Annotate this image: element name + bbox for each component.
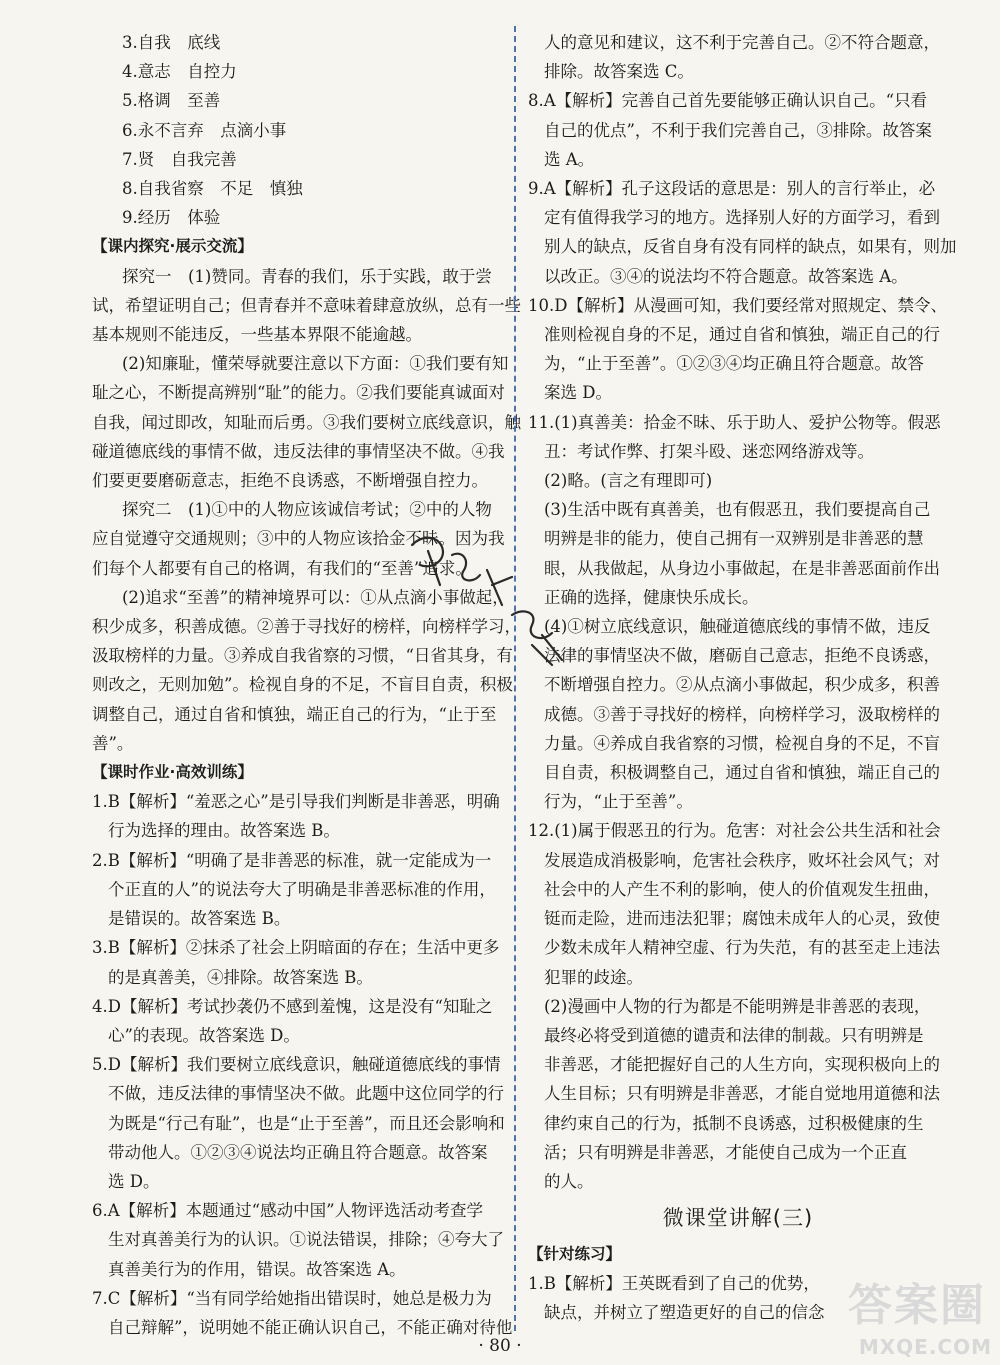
text-line: 带动他人。①②③④说法均正确且符合题意。故答案 [108, 1142, 488, 1162]
right-column [528, 28, 957, 1196]
text-line: 行为，“止于至善”。 [544, 792, 693, 812]
text-line: 别人的缺点，反省自身有没有同样的缺点，如果有，则加 [544, 237, 957, 257]
watermark-logo: 答案圈 [848, 1280, 986, 1331]
text-line: 们要更要磨砺意志，拒绝不良诱惑，不断增强自控力。 [92, 471, 488, 491]
text-line: 积少成多，积善成德。②善于寻找好的榜样，向榜样学习， [92, 617, 521, 637]
text-line: 【针对练习】 [528, 1245, 622, 1263]
text-line: 3.B【解析】②抹杀了社会上阴暗面的存在；生活中更多 [92, 938, 500, 958]
text-line: 明辨是非的能力，使自己拥有一双辨别是非善恶的慧 [544, 529, 924, 549]
page-number: · 80 · [478, 1336, 522, 1356]
watermark-url: MXQE.COM [858, 1335, 992, 1359]
text-line: 调整自己，通过自省和慎独，端正自己的行为，“止于至 [92, 704, 497, 724]
text-line: (2)知廉耻，懂荣辱就要注意以下方面：①我们要有知 [122, 354, 509, 374]
text-line: 6.永不言弃 点滴小事 [122, 120, 287, 140]
text-line: 自我，闻过即改，知耻而后勇。③我们要树立底线意识，触 [92, 412, 521, 432]
text-line: 汲取榜样的力量。③养成自我省察的习惯，“日省其身，有 [92, 646, 513, 666]
text-line: 耻之心，不断提高辨别“耻”的能力。②我们要能真诚面对 [92, 383, 505, 403]
text-line: 4.D【解析】考试抄袭仍不感到羞愧，这是没有“知耻之 [92, 996, 493, 1016]
text-line: 8.自我省察 不足 慎独 [122, 179, 303, 199]
text-line: 人生目标；只有明辨是非善恶，才能自觉地用道德和法 [544, 1084, 940, 1104]
text-line: 探究二 (1)①中的人物应该诚信考试；②中的人物 [122, 500, 492, 520]
text-line: 案选 D。 [544, 383, 612, 403]
text-line: 2.B【解析】“明确了是非善恶的标准，就一定能成为一 [92, 850, 492, 870]
text-line: 社会中的人产生不利的影响，使人的价值观发生扭曲， [544, 879, 940, 899]
text-line: 准则检视自身的不足，通过自省和慎独，端正自己的行 [544, 325, 940, 345]
text-line: 是错误的。故答案选 B。 [108, 909, 291, 929]
text-line: (2)追求“至善”的精神境界可以：①从点滴小事做起， [122, 587, 509, 607]
text-line: 选 A。 [544, 149, 595, 169]
text-line: 7.贤 自我完善 [122, 149, 237, 169]
text-line: 9.经历 体验 [122, 208, 221, 228]
text-line: 1.B【解析】王英既看到了自己的优势， [528, 1274, 820, 1294]
text-line: 少数未成年人精神空虚、行为失范，有的甚至走上违法 [544, 938, 940, 958]
text-line: 为，“止于至善”。①②③④均正确且符合题意。故答 [544, 354, 924, 374]
text-line: 5.D【解析】我们要树立底线意识，触碰道德底线的事情 [92, 1055, 501, 1075]
text-line: 不断增强自控力。②从点滴小事做起，积少成多，积善 [544, 675, 940, 695]
text-line: 11.(1)真善美：拾金不昧、乐于助人、爱护公物等。假恶 [528, 412, 941, 432]
text-line: 缺点，并树立了塑造更好的自己的信念 [544, 1303, 825, 1323]
text-line: 探究一 (1)赞同。青春的我们，乐于实践，敢于尝 [122, 266, 492, 286]
text-line: 真善美行为的作用，错误。故答案选 A。 [108, 1259, 406, 1279]
text-line: (2)漫画中人物的行为都是不能明辨是非善恶的表现， [544, 996, 931, 1016]
text-line: 成德。③善于寻找好的榜样，向榜样学习，汲取榜样的 [544, 704, 940, 724]
text-line: 【课时作业·高效训练】 [92, 763, 253, 782]
text-line: 犯罪的歧途。 [544, 967, 643, 987]
text-line: 自己辩解”，说明她不能正确认识自己，不能正确对待他 [108, 1317, 513, 1337]
text-line: 的是真善美，④排除。故答案选 B。 [108, 967, 373, 987]
text-line: 个正直的人”的说法夸大了明确是非善恶标准的作用， [108, 879, 496, 899]
text-line: 则改之，无则加勉”。检视自身的不足，不盲目自责，积极 [92, 675, 513, 695]
text-line: (3)生活中既有真善美，也有假恶丑，我们要提高自己 [544, 500, 931, 520]
text-line: 人的意见和建议，这不利于完善自己。②不符合题意， [544, 33, 940, 52]
text-line: 力量。④养成自我省察的习惯，检视自身的不足，不盲 [544, 733, 940, 753]
text-line: 6.A【解析】本题通过“感动中国”人物评选活动考查学 [92, 1201, 484, 1221]
text-line: 为既是“行己有耻”，也是“止于至善”，而且还会影响和 [108, 1113, 505, 1133]
text-line: 9.A【解析】孔子这段话的意思是：别人的言行举止，必 [528, 179, 936, 199]
text-line: 自己的优点”，不利于我们完善自己，③排除。故答案 [544, 120, 932, 140]
text-line: 选 D。 [108, 1171, 160, 1191]
left-column [92, 28, 521, 1342]
text-line: 7.C【解析】“当有同学给她指出错误时，她总是极力为 [92, 1288, 492, 1308]
text-line: 丑：考试作弊、打架斗殴、迷恋网络游戏等。 [544, 441, 874, 461]
text-line: 铤而走险，进而违法犯罪；腐蚀未成年人的心灵，致使 [544, 909, 940, 929]
text-line: 12.(1)属于假恶丑的行为。危害：对社会公共生活和社会 [528, 821, 941, 841]
text-line: 不做，违反法律的事情坚决不做。此题中这位同学的行 [108, 1084, 504, 1104]
text-line: 1.B【解析】“羞恶之心”是引导我们判断是非善恶，明确 [92, 792, 500, 812]
text-line: 【课内探究·展示交流】 [92, 237, 253, 256]
text-line: 排除。故答案选 C。 [544, 62, 694, 82]
text-line: 3.自我 底线 [122, 33, 221, 52]
text-line: 目自责，积极调整自己，通过自省和慎独，端正自己的 [544, 763, 940, 783]
text-line: 试，希望证明自己；但青春并不意味着肆意放纵，总有一些 [92, 295, 521, 315]
text-line: 8.A【解析】完善自己首先要能够正确认识自己。“只看 [528, 91, 928, 111]
text-line: 碰道德底线的事情不做，违反法律的事情坚决不做。④我 [92, 441, 505, 461]
text-line: (4)①树立底线意识，触碰道德底线的事情不做，违反 [544, 617, 931, 637]
text-line: 生对真善美行为的认识。①说法错误，排除；④夸大了 [108, 1230, 504, 1250]
section-title-micro-class: 微课堂讲解(三) [662, 1206, 814, 1230]
text-line: 定有值得我学习的地方。选择别人好的方面学习，看到 [544, 208, 940, 228]
text-line: 眼，从我做起，从身边小事做起，在是非善恶面前作出 [544, 558, 940, 578]
text-line: 发展造成消极影响，危害社会秩序，败坏社会风气；对 [544, 850, 940, 870]
text-line: 非善恶，才能把握好自己的人生方向，实现积极向上的 [544, 1055, 940, 1075]
text-line: 行为选择的理由。故答案选 B。 [108, 821, 340, 841]
text-line: 最终必将受到道德的谴责和法律的制裁。只有明辨是 [544, 1025, 924, 1045]
watermark [780, 1245, 1000, 1365]
text-line: 的人。 [544, 1171, 594, 1191]
text-line: 法律的事情坚决不做，磨砺自己意志，拒绝不良诱惑， [544, 646, 940, 666]
column-divider [514, 26, 516, 1331]
text-line: 心”的表现。故答案选 D。 [108, 1025, 300, 1045]
text-line: 5.格调 至善 [122, 91, 221, 111]
text-line: 正确的选择，健康快乐成长。 [544, 587, 759, 607]
text-line: 10.D【解析】从漫画可知，我们要经常对照规定、禁令、 [528, 295, 947, 315]
text-line: 活；只有明辨是非善恶，才能使自己成为一个正直 [544, 1142, 907, 1162]
text-line: 基本规则不能违反，一些基本界限不能逾越。 [92, 325, 422, 345]
text-line: 4.意志 自控力 [122, 62, 237, 82]
text-line: 们每个人都要有自己的格调，有我们的“至善”追求。 [92, 558, 472, 578]
text-line: 律约束自己的行为，抵制不良诱惑，过积极健康的生 [544, 1113, 924, 1133]
text-line: 善”。 [92, 733, 134, 753]
text-line: (2)略。(言之有理即可) [544, 471, 713, 491]
text-line: 应自觉遵守交通规则；③中的人物应该拾金不昧。因为我 [92, 529, 505, 549]
text-line: 以改正。③④的说法均不符合题意。故答案选 A。 [544, 266, 908, 286]
